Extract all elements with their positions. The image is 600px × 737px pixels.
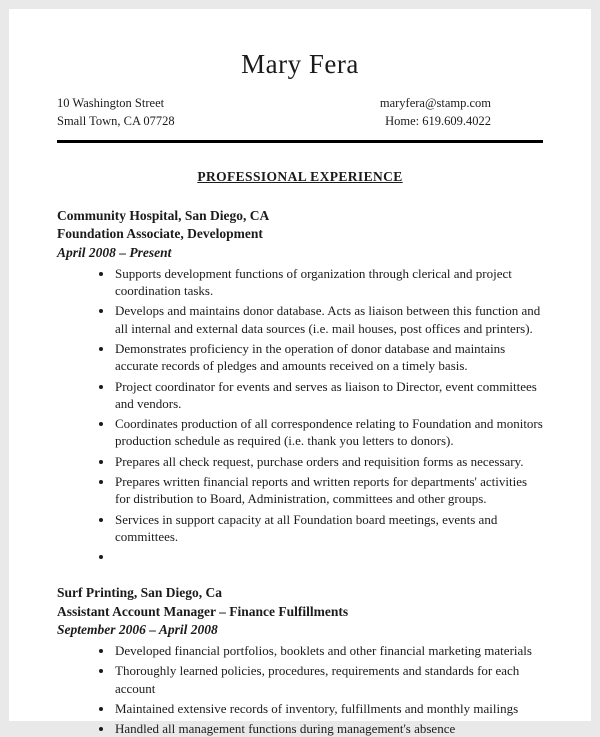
job-bullet-list bbox=[57, 265, 543, 566]
job-title: Foundation Associate, Development bbox=[57, 226, 263, 242]
job-dates: September 2006 – April 2008 bbox=[57, 621, 218, 637]
bullet-item: • Demonstrates proficiency in the operation of donor database and maintains accurate records of pledges and amounts received on a timely basis. bbox=[114, 340, 543, 375]
bullet-item: • Maintained extensive records of inventory, fulfillments and monthly mailings bbox=[114, 700, 543, 717]
bullet-item: • Developed financial portfolios, booklets and other financial marketing materials bbox=[114, 642, 543, 659]
job-bullet-list bbox=[57, 642, 543, 737]
job-company: Community Hospital, San Diego, CA bbox=[57, 208, 270, 224]
contact-details bbox=[380, 94, 543, 130]
bullet-item: • Services in support capacity at all Foundation board meetings, events and committees. bbox=[114, 511, 543, 546]
bullet-item: • Project coordinator for events and serves as liaison to Director, event committees and vendors. bbox=[114, 378, 543, 413]
phone-text: Home: 619.609.4022 bbox=[385, 114, 491, 129]
contact-block bbox=[57, 94, 543, 130]
bullet-item: • Coordinates production of all correspondence relating to Foundation and monitors production schedule as required (i.e. thank you letters to donors). bbox=[114, 415, 543, 450]
address-line-2: Small Town, CA 07728 bbox=[57, 114, 175, 129]
header-divider bbox=[57, 140, 543, 143]
bullet-item: • Thoroughly learned policies, procedures, requirements and standards for each account bbox=[114, 662, 543, 697]
bullet-item: • Handled all management functions during management's absence bbox=[114, 720, 543, 737]
bullet-item: • Prepares all check request, purchase orders and requisition forms as necessary. bbox=[114, 453, 543, 470]
contact-address bbox=[57, 94, 175, 130]
bullet-item: • Develops and maintains donor database. Acts as liaison between this function and all internal and external data sources (i.e. mail houses, post offices and printers). bbox=[114, 302, 543, 337]
bullet-item-empty bbox=[114, 548, 543, 565]
section-spacer bbox=[57, 568, 543, 584]
address-line-1: 10 Washington Street bbox=[57, 96, 165, 110]
bullet-item: • Supports development functions of organization through clerical and project coordination tasks. bbox=[114, 265, 543, 300]
section-heading: PROFESSIONAL EXPERIENCE bbox=[197, 169, 403, 185]
job-title: Assistant Account Manager – Finance Fulfillments bbox=[57, 603, 349, 619]
job-company: Surf Printing, San Diego, Ca bbox=[57, 585, 223, 601]
resume-page bbox=[9, 9, 591, 737]
job-surf-printing bbox=[57, 584, 543, 737]
bullet-item: • Prepares written financial reports and written reports for departments' activities for distribution to Board, Administration, committees and other groups. bbox=[114, 473, 543, 508]
resume-name: Mary Fera bbox=[241, 49, 359, 79]
email-text: maryfera@stamp.com bbox=[379, 96, 491, 110]
job-community-hospital bbox=[57, 207, 543, 565]
job-dates: April 2008 – Present bbox=[57, 244, 172, 260]
